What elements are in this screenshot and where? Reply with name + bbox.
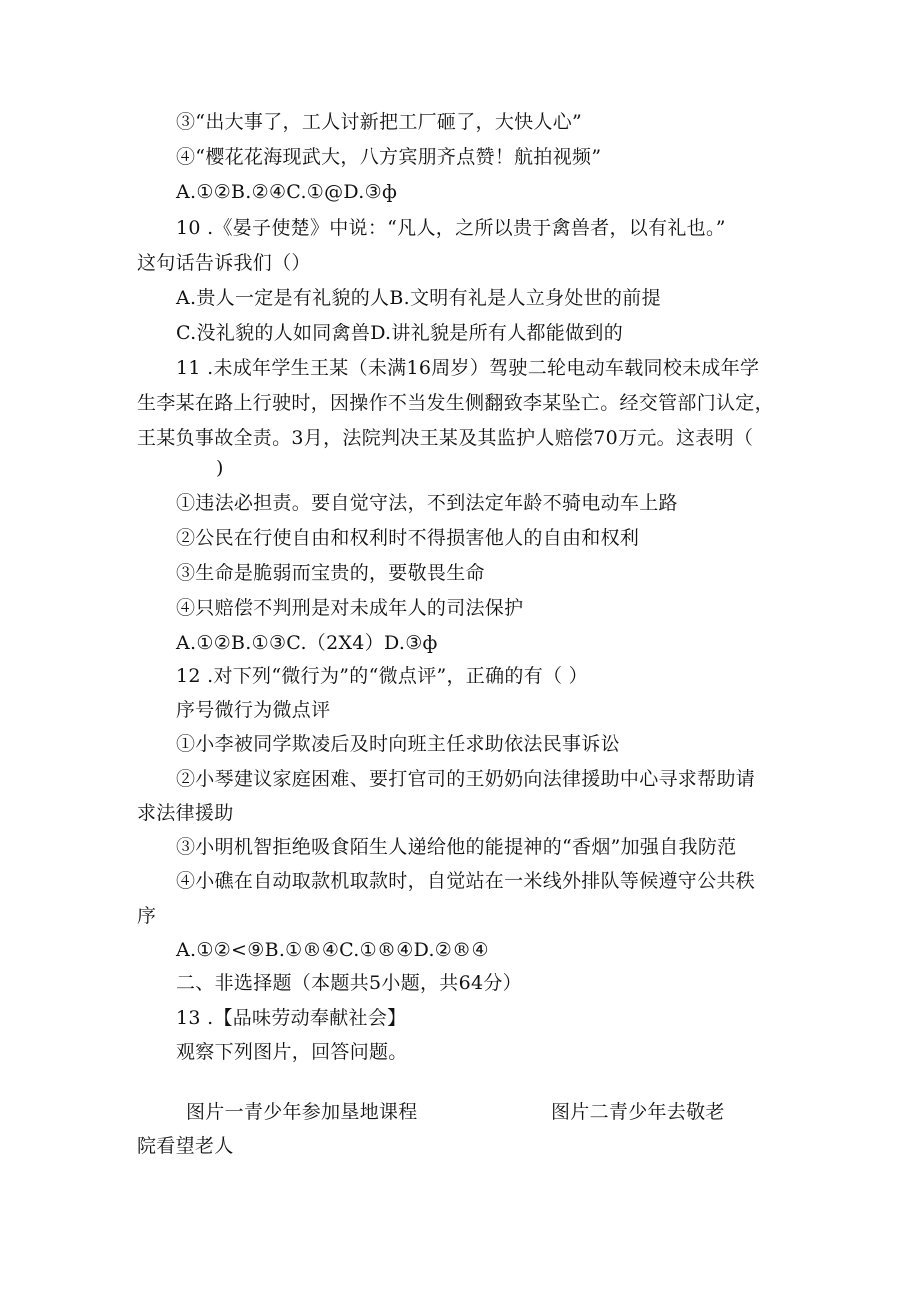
section-heading: 二、非选择题（本题共5小题，共64分） bbox=[176, 972, 522, 994]
text-line: ④只赔偿不判刑是对未成年人的司法保护 bbox=[176, 597, 524, 619]
text-line: ) bbox=[216, 457, 224, 479]
text-line: 生李某在路上行驶时，因操作不当发生侧翻致李某坠亡。经交管部门认定， bbox=[137, 392, 774, 414]
text-line: ③小明机智拒绝吸食陌生人递给他的能提神的“香烟”加强自我防范 bbox=[176, 836, 737, 858]
answer-options: A.贵人一定是有礼貌的人B.文明有礼是人立身处世的前提 bbox=[176, 287, 661, 309]
text-line: ①小李被同学欺凌后及时向班主任求助依法民事诉讼 bbox=[176, 733, 620, 755]
text-line: ④“樱花花海现武大，八方宾朋齐点赞！航拍视频” bbox=[176, 146, 602, 168]
picture-caption-1: 图片一青少年参加垦地课程 bbox=[186, 1101, 418, 1123]
answer-options: C.没礼貌的人如同禽兽D.讲礼貌是所有人都能做到的 bbox=[176, 322, 623, 344]
text-line: 王某负事故全责。3月，法院判决王某及其监护人赔偿70万元。这表明（ bbox=[137, 427, 754, 449]
picture-caption-2: 图片二青少年去敬老 bbox=[551, 1101, 725, 1123]
text-line: ②公民在行使自由和权利时不得损害他人的自由和权利 bbox=[176, 527, 640, 549]
text-line: ②小琴建议家庭困难、要打官司的王奶奶向法律援助中心寻求帮助请 bbox=[176, 768, 756, 790]
text-line: ①违法必担责。要自觉守法，不到法定年龄不骑电动车上路 bbox=[176, 492, 678, 514]
text-line: 这句话告诉我们（） bbox=[137, 252, 311, 274]
answer-options: A.①②B.①③C.（2X4）D.③ф bbox=[176, 632, 438, 654]
text-line: ④小礁在自动取款机取款时，自觉站在一米线外排队等候遵守公共秩 bbox=[176, 870, 756, 892]
text-line: 观察下列图片，回答问题。 bbox=[176, 1041, 408, 1063]
text-line: 求法律援助 bbox=[137, 802, 234, 824]
answer-options: A.①②B.②④C.①@D.③ф bbox=[176, 181, 398, 203]
answer-options: A.①②<⑨B.①®④C.①®④D.②®④ bbox=[176, 939, 489, 961]
text-line: 序 bbox=[137, 905, 157, 927]
question-13: 13 .【品味劳动奉献社会】 bbox=[176, 1007, 407, 1029]
text-line: 序号微行为微点评 bbox=[176, 699, 331, 721]
text-line: ③“出大事了，工人讨新把工厂砸了，大快人心” bbox=[176, 111, 583, 133]
text-line: 院看望老人 bbox=[137, 1135, 234, 1157]
question-12: 12 .对下列“微行为”的“微点评”，正确的有（ ） bbox=[176, 665, 588, 687]
text-line: ③生命是脆弱而宝贵的，要敬畏生命 bbox=[176, 562, 485, 584]
question-10: 10 .《晏子使楚》中说：“凡人，之所以贵于禽兽者，以有礼也。” bbox=[176, 217, 726, 239]
question-11: 11 .未成年学生王某（未满16周岁）驾驶二轮电动车载同校未成年学 bbox=[176, 357, 760, 379]
